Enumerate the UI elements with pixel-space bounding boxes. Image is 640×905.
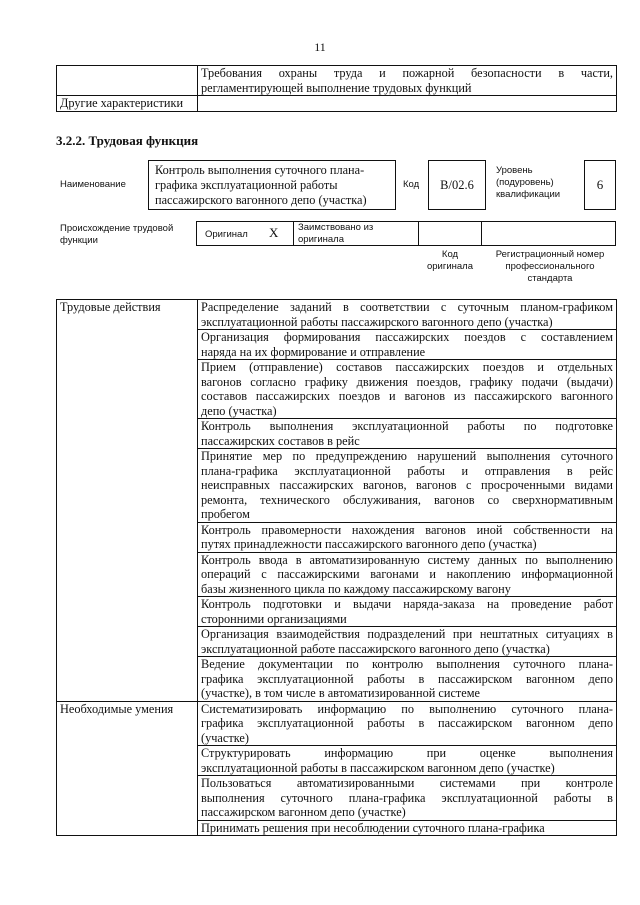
cell-text-line: эксплуатационной работы пассажирского вагонного депо (участка)	[201, 314, 553, 329]
cell-text-line: (участке)	[201, 730, 249, 745]
cell-text-line: Пользоваться автоматизированными системами при контроле	[201, 776, 613, 790]
reg-number-caption-line: Регистрационный номер	[495, 249, 605, 260]
cell-text-line: неисправных пассажирских вагонов, вагонов с просроченными видами	[201, 478, 613, 492]
level-label-line: квалификации	[496, 189, 561, 200]
cell-text-line: Принятие мер по предупреждению нарушений выполнения суточного	[201, 449, 613, 463]
code-original-caption	[418, 249, 482, 273]
reg-number-caption-line: профессионального	[505, 261, 595, 272]
cell-text-line: Контроль выполнения эксплуатационной работы по подготовке	[201, 419, 613, 433]
cell-text-line: Контроль ввода в автоматизированную систему данных по выполнению	[201, 552, 613, 567]
cell-text-line: сторонними организациями	[201, 611, 347, 626]
function-name-box	[148, 160, 396, 210]
original-code-cell	[418, 221, 482, 246]
function-name-line: Контроль выполнения суточного плана-	[155, 163, 365, 177]
table-row	[57, 66, 617, 96]
code-value-box	[428, 160, 486, 210]
level-value-box	[584, 160, 616, 210]
cell-text-line: Организация взаимодействия подразделений при нештатных ситуациях в	[201, 627, 613, 641]
main-table	[56, 299, 617, 836]
cell-text-line: регламентирующей выполнение трудовых функций	[201, 80, 472, 95]
action-cell	[198, 330, 617, 360]
cell-text-line: (участке), в том числе в автоматизированной системе	[201, 686, 480, 700]
level-label-line: Уровень	[496, 165, 533, 176]
table-row	[57, 701, 617, 746]
cell-text-line: вагонов согласно графику движения поездов, графику подачи (выдачи)	[201, 374, 613, 389]
level-value: 6	[596, 177, 604, 192]
cell-text-line: Организация формирования пассажирских поездов с составлением	[201, 330, 613, 344]
cell-text-line: базы жизненного цикла по каждому пассажирскому вагону	[201, 581, 511, 596]
row-label	[57, 66, 198, 96]
borrowed-label-line: оригинала	[298, 234, 345, 245]
cell-text-line: Прием (отправление) составов пассажирских поездов и отдельных	[201, 360, 613, 374]
table-row	[57, 300, 617, 330]
cell-text-line: Ведение документации по контролю выполнения суточного плана-	[201, 657, 613, 671]
code-value: B/02.6	[440, 177, 474, 192]
action-cell	[198, 522, 617, 552]
cell-text-line: Принимать решения при несоблюдении суточного плана-графика	[201, 820, 545, 835]
code-original-caption-line: оригинала	[426, 261, 473, 272]
code-original-caption-line: Код	[441, 249, 459, 260]
cell-text-line: плана-графика эксплуатационной работы и отправления в рейс	[201, 463, 613, 478]
original-mark: X	[269, 225, 279, 240]
reg-number-cell	[481, 221, 616, 246]
reg-number-caption-line: стандарта	[527, 273, 573, 284]
cell-text-line: эксплуатационной работе пассажирского вагонного депо (участка)	[201, 641, 550, 656]
cell-text-line: операций с пассажирскими вагонами и накоплению информационной	[201, 567, 613, 581]
row-content	[198, 66, 617, 96]
action-cell	[198, 597, 617, 627]
reg-number-caption	[482, 249, 618, 285]
cell-text-line: Контроль правомерности нахождения вагонов иной собственности на	[201, 522, 613, 537]
section-heading: 3.2.2. Трудовая функция	[56, 133, 199, 148]
action-cell	[198, 701, 617, 746]
action-cell	[198, 552, 617, 597]
cell-text-line: путях принадлежности пассажирского вагонного депо (участка)	[201, 537, 537, 551]
group-label: Необходимые умения	[57, 701, 198, 836]
action-cell	[198, 627, 617, 657]
borrowed-label	[294, 222, 418, 246]
borrowed-label-line: Заимствовано из	[298, 222, 374, 233]
cell-text-line: выполнения суточного плана-графика эксплуатационной работы в	[201, 790, 613, 805]
top-table	[56, 65, 617, 112]
origin-label-line: функции	[60, 235, 98, 246]
cell-text-line: Требования охраны труда и пожарной безопасности в части,	[201, 66, 613, 80]
cell-text-line: депо (участка)	[201, 403, 277, 418]
cell-text-line: графика эксплуатационной работы в пассажирском вагонном депо	[201, 716, 613, 730]
cell-text-line: пассажирских составов в рейс	[201, 433, 360, 448]
page-number: 11	[314, 40, 326, 54]
cell-text-line: пробегом	[201, 507, 250, 521]
action-cell	[198, 360, 617, 419]
cell-text-line: эксплуатационной работы в пассажирском вагонном депо (участке)	[201, 760, 555, 775]
row-content	[198, 96, 617, 112]
name-label: Наименование	[60, 179, 126, 190]
table-row	[57, 96, 617, 112]
code-label: Код	[403, 179, 420, 190]
action-cell	[198, 776, 617, 821]
origin-label-line: Происхождение трудовой	[60, 223, 174, 234]
borrowed-cell	[293, 221, 419, 246]
cell-text-line: Структурировать информацию при оценке выполнения	[201, 746, 613, 760]
cell-text-line: ремонта, технического обслуживания, вагонов со сверхнормативным	[201, 492, 613, 507]
cell-text-line: Контроль подготовки и выдачи наряда-заказа на проведение работ	[201, 597, 613, 611]
cell-text-line: Распределение заданий в соответствии с суточным планом-графиком	[201, 300, 613, 314]
cell-text-line: Систематизировать информацию по выполнению суточного плана-	[201, 701, 613, 716]
action-cell	[198, 820, 617, 836]
level-label-line: (подуровень)	[496, 177, 554, 188]
action-cell	[198, 657, 617, 702]
group-label: Трудовые действия	[57, 300, 198, 702]
cell-text-line: пассажирском вагонном депо (участке)	[201, 805, 406, 819]
cell-text-line: составов пассажирских поездов и вагонов из пассажирского вагонного	[201, 389, 613, 403]
row-label: Другие характеристики	[57, 96, 198, 112]
origin-row	[196, 221, 616, 246]
action-cell	[198, 419, 617, 449]
cell-text-line: графика эксплуатационной работы в пассажирском вагонном депо	[201, 671, 613, 686]
level-label	[496, 165, 560, 201]
function-name-line: графика эксплуатационной работы	[155, 178, 338, 192]
original-cell	[196, 221, 294, 246]
action-cell	[198, 746, 617, 776]
original-label: Оригинал	[205, 229, 248, 240]
action-cell	[198, 300, 617, 330]
origin-label	[60, 223, 173, 247]
function-name-line: пассажирского вагонного депо (участка)	[155, 193, 367, 207]
action-cell	[198, 449, 617, 523]
cell-text-line: наряда на их формирование и отправление	[201, 344, 426, 359]
